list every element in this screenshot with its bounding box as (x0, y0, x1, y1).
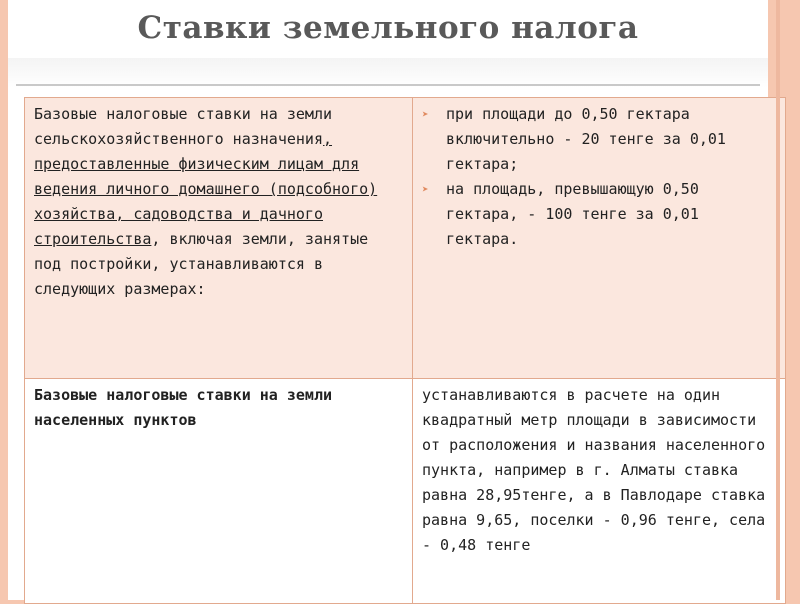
list-item (422, 177, 777, 252)
settlement-land-text: Базовые налоговые ставки на земли населенных пунктов (34, 386, 333, 429)
slide (8, 0, 768, 600)
agricultural-land-cell (25, 98, 413, 379)
settlement-rates-cell (413, 379, 786, 604)
edge-stripe (776, 0, 780, 600)
list-item (422, 102, 777, 177)
agricultural-land-text-tail: , включая земли, занятые под постройки, устанавливаются в следующих размерах: (34, 230, 369, 298)
rate-text-1: при площади до 0,50 гектара включительно - 20 тенге за 0,01 гектара; (446, 105, 726, 173)
table-row (25, 98, 786, 379)
settlement-rates-text: устанавливаются в расчете на один квадратный метр площади в зависимости от расположения и названия населенного пункта, например в г. Алматы ставка равна 28,95тенге, а в Павлодаре ставка равна 9,65, поселки - 0,96 тенге, села - 0,48 тенге (422, 386, 766, 554)
table-row (25, 379, 786, 604)
arrow-bullet-icon: ➤ (422, 108, 429, 121)
slide-title: Ставки земельного налога (137, 10, 639, 46)
agricultural-rates-cell (413, 98, 786, 379)
arrow-bullet-icon: ➤ (422, 183, 429, 196)
agricultural-land-underlined-text: , предоставленные физическим лицам для ведения личного домашнего (подсобного) хозяйства, садоводства и дачного строительства (34, 130, 378, 248)
title-rule (16, 84, 760, 86)
agricultural-land-text: Базовые налоговые ставки на земли сельскохозяйственного назначения (34, 105, 333, 148)
settlement-land-cell (25, 379, 413, 604)
rate-text-2: на площадь, превышающую 0,50 гектара, - 100 тенге за 0,01 гектара. (446, 180, 699, 248)
tax-rates-table (24, 97, 786, 604)
